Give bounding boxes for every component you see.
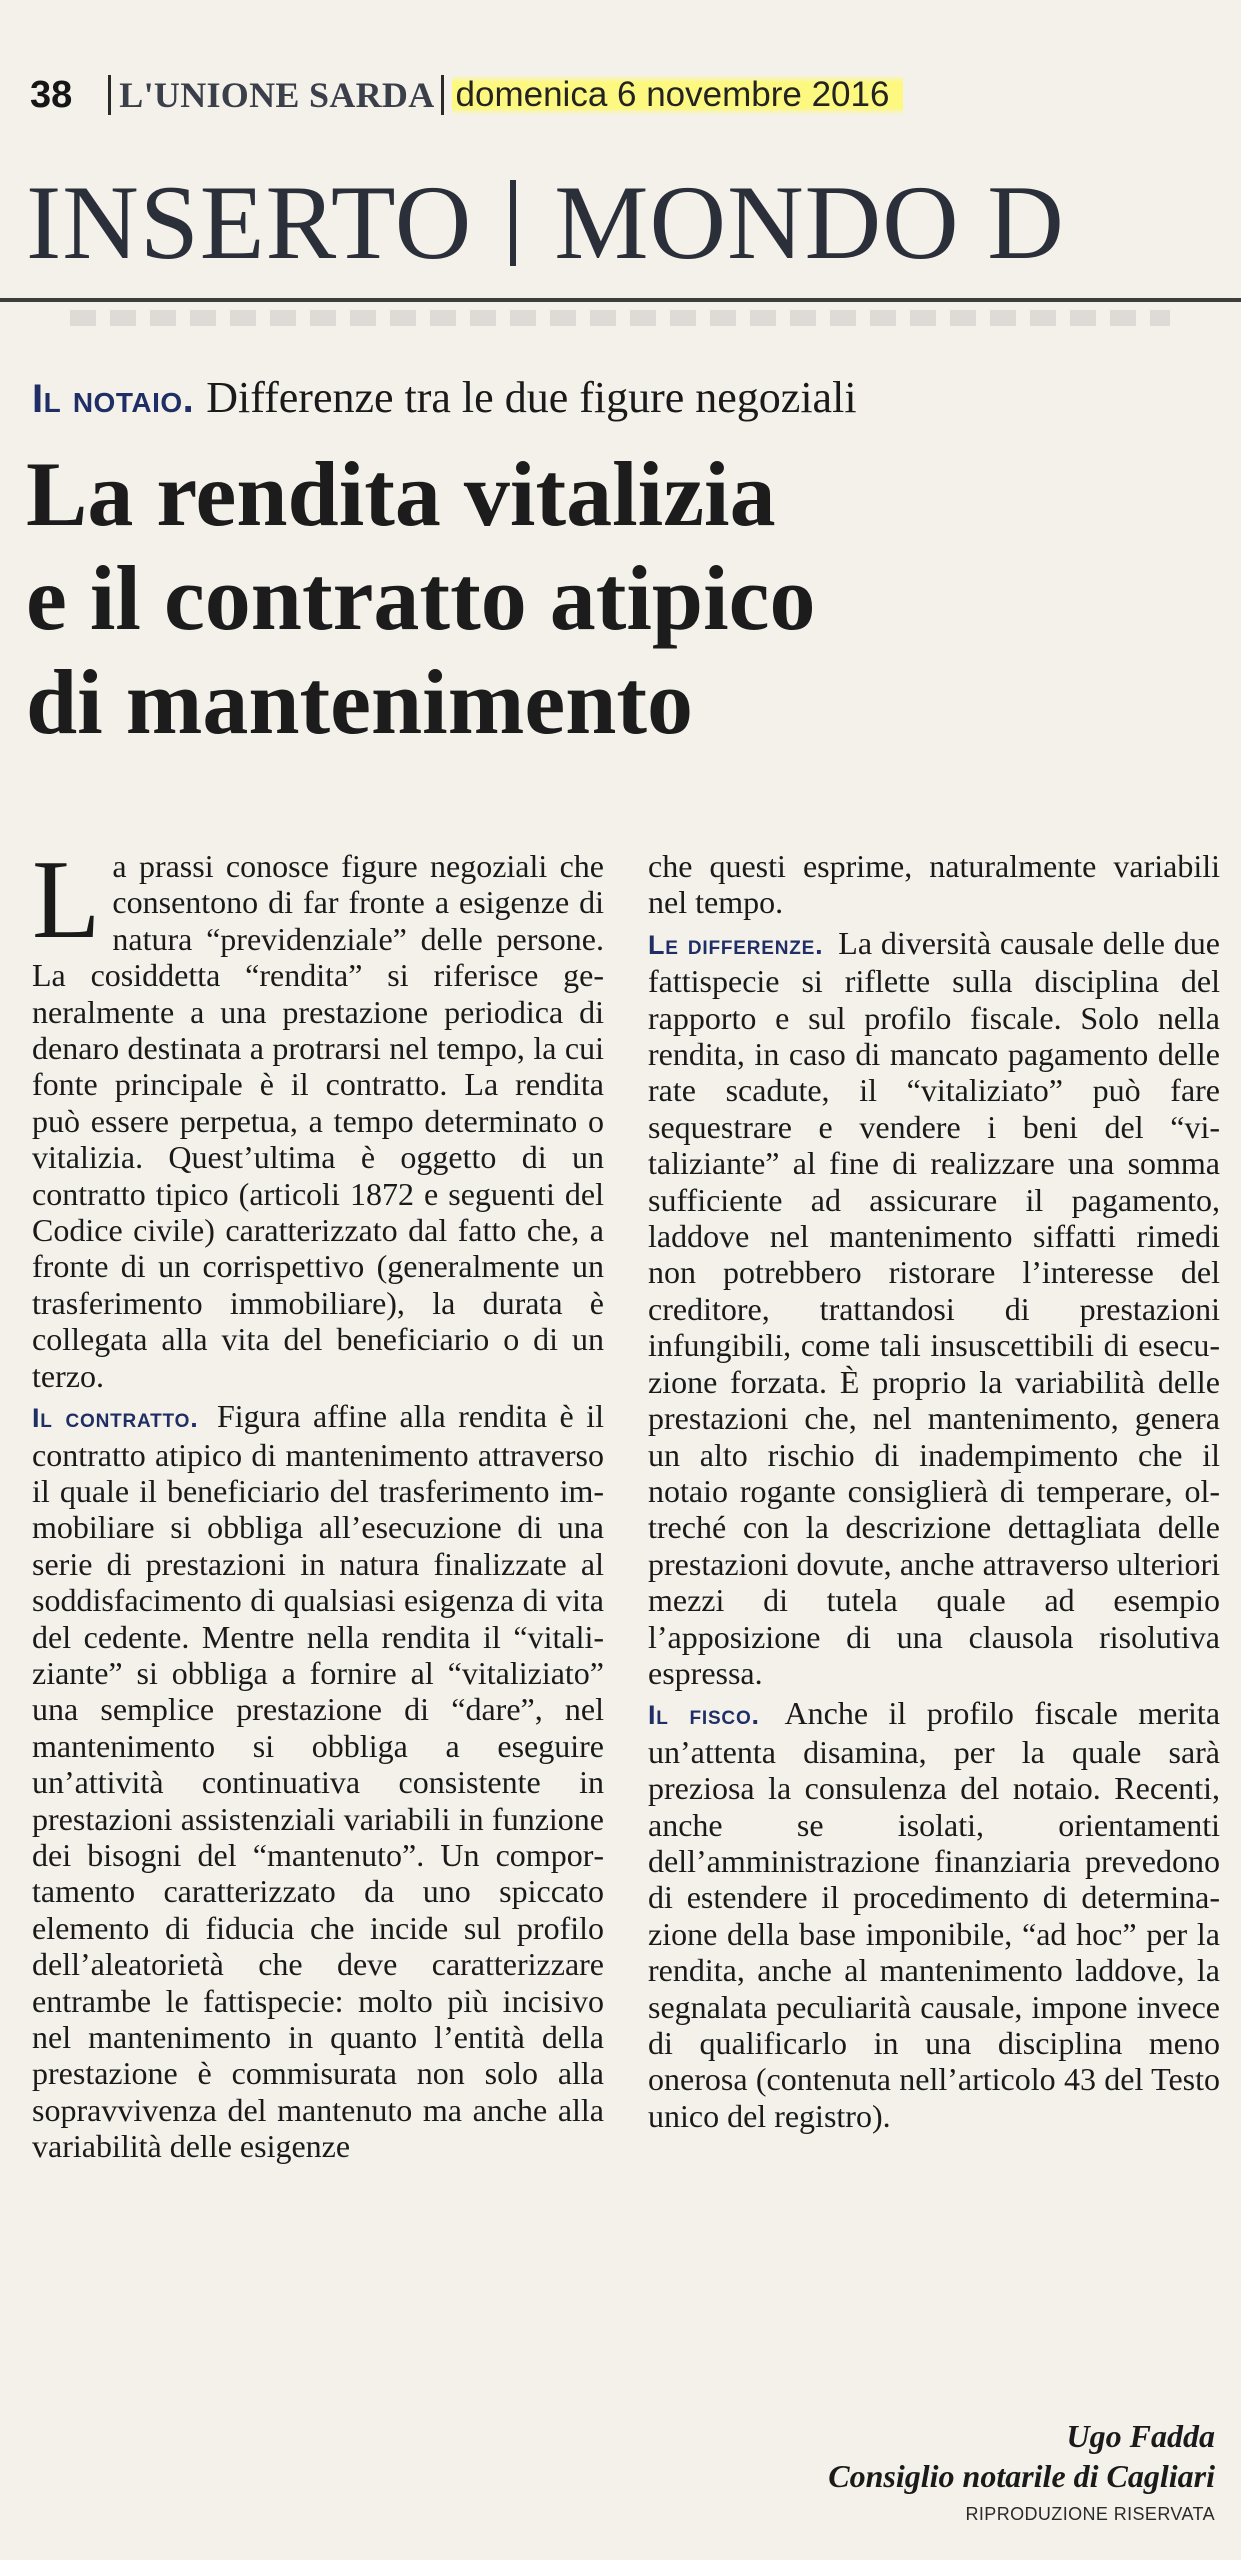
section-rule — [0, 298, 1241, 302]
author-affiliation: Consiglio notarile di Cagliari — [828, 2458, 1215, 2494]
column-gutter — [622, 850, 623, 2490]
paragraph-text: Anche il profilo fiscale merita un’attenta disamina, per la quale sarà preziosa la consulenza del notaio. Recenti, anche se isolati, orientamenti dell’amministrazione finanziaria prevedono di estendere il procedimento di determinazione della base imponibile, “ad hoc” per la rendita, anche al mantenimento laddove, la segnalata peculiarità causale, impone invece di qualificarlo in una disciplina meno onerosa (contenuta nell’articolo 43 del Testo unico del registro). — [648, 1695, 1221, 2134]
section-title-right: MONDO D — [554, 164, 1065, 281]
article-column-right — [648, 848, 1220, 2134]
drop-cap: L — [32, 838, 101, 962]
section-title-left: INSERTO — [26, 164, 473, 281]
body-paragraph — [32, 838, 604, 1394]
paragraph-lead-label: Le differenze. — [648, 929, 824, 960]
section-banner — [26, 158, 1065, 288]
paragraph-text: a prassi conosce figure negoziali che consentono di far fronte a esigenze di natura “previdenziale” delle persone. La cosiddetta “rendita” si riferisce generalmente a una prestazione periodica di denaro destinata a protrarsi nel tempo, la cui fonte principale è il contratto. La rendita può essere perpetua, a tempo determinato o vitalizia. Quest’ultima è oggetto di un contratto tipico (articoli 1872 e seguenti del Codice civile) caratterizzato dal fatto che, a fronte di un corrispettivo (generalmente un trasferimento immobiliare), la durata è collegata alla vita del beneficiario o di un terzo. — [32, 848, 604, 1394]
author-name: Ugo Fadda — [1066, 2418, 1215, 2454]
bleed-through-texture — [70, 310, 1170, 326]
headline-line: La rendita vitalizia — [26, 443, 776, 545]
rights-notice: RIPRODUZIONE RISERVATA — [965, 2504, 1215, 2524]
paragraph-text: che questi esprime, naturalmente variabili nel tempo. — [648, 848, 1220, 921]
body-paragraph — [648, 925, 1220, 1692]
article-column-left — [32, 838, 604, 2165]
headline-line: e il contratto atipico — [26, 547, 816, 649]
section-divider — [510, 180, 516, 266]
kicker-label: Il notaio. — [32, 377, 195, 421]
body-paragraph — [648, 1695, 1220, 2134]
headline-line: di mantenimento — [26, 651, 693, 753]
paragraph-lead-label: Il fisco. — [648, 1700, 760, 1731]
article-kicker — [32, 372, 857, 423]
page-number: 38 — [30, 73, 73, 116]
page-header — [30, 60, 903, 130]
header-divider — [108, 75, 111, 115]
kicker-text: Differenze tra le due figure negoziali — [206, 373, 857, 422]
publication-date: domenica 6 novembre 2016 — [452, 75, 904, 115]
paragraph-text: Figura affine alla rendita è il contratto atipico di mantenimento attraverso il quale il beneficiario del trasferimento immobiliare si obbliga all’esecuzione di una serie di prestazioni in natura finalizzate al soddisfacimento di qualsiasi esigenza di vita del cedente. Mentre nella rendita il “vitaliziante” si obbliga a fornire al “vitaliziato” una semplice prestazione di “dare”, nel mantenimento si obbliga a eseguire un’attività continuativa consistente in prestazioni assistenziali variabili in funzione dei bisogni del “mantenuto”. Un comportamento caratterizzato da uno spiccato elemento di fiducia che incide sul profilo dell’aleatorietà che deve caratterizzare entrambe le fattispecie: molto più incisivo nel mantenimento in quanto l’entità della prestazione è commisurata non solo alla sopravvivenza del mantenuto ma anche alla variabilità delle esigenze — [32, 1398, 604, 2165]
body-paragraph — [32, 1398, 604, 2165]
article-headline — [26, 442, 1226, 754]
header-divider — [441, 75, 444, 115]
paragraph-text: La diversità causale delle due fattispecie si riflette sulla disciplina del rapporto e sul profilo fiscale. Solo nella rendita, in caso di mancato pagamento delle rate scadute, il “vitaliziato” può fare sequestrare e vendere i beni del “vitaliziante” al fine di realizzare una somma sufficiente ad assicurare il pagamento, laddove nel mantenimento siffatti rimedi non potrebbero ristorare l’interesse del creditore, trattandosi di prestazioni infungibili, come tali insuscettibili di esecuzione forzata. È proprio la variabilità delle prestazioni che, nel mantenimento, genera un alto rischio di inadempimento che il notaio rogante consiglierà di temperare, oltreché con la descrizione dettagliata delle prestazioni dovute, anche attraverso ulteriori mezzi di tutela quale ad esempio l’apposizione di una clausola risolutiva espressa. — [648, 924, 1221, 1691]
body-paragraph — [648, 848, 1220, 921]
newspaper-masthead: L'UNIONE SARDA — [119, 75, 435, 115]
paragraph-lead-label: Il contratto. — [32, 1403, 199, 1434]
